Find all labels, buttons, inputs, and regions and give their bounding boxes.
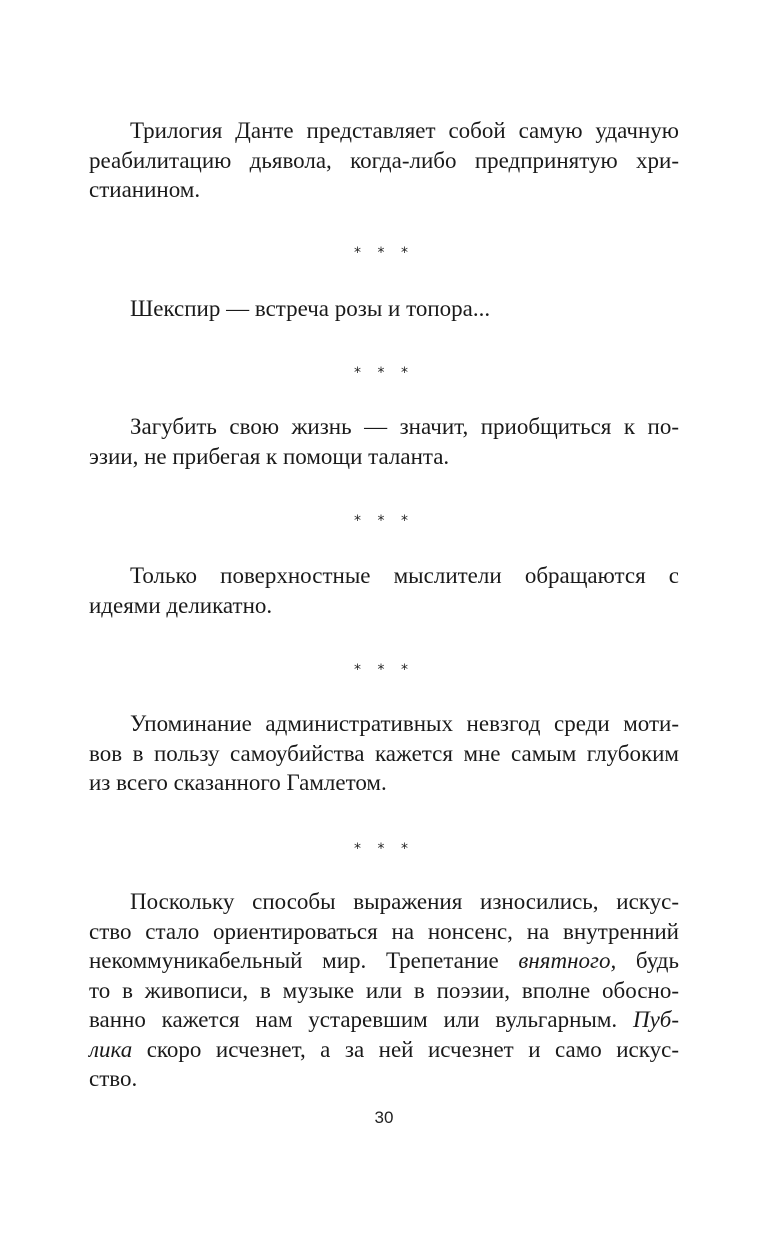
- italic-text-run: лика: [89, 1036, 133, 1062]
- section-separator: * * *: [354, 245, 414, 261]
- paragraph-line: [89, 1005, 679, 1035]
- paragraph-line: реабилитацию дьявола, когда-либо предпринятую хри-: [89, 147, 679, 173]
- paragraph-4: [89, 561, 679, 620]
- paragraph-line: эзии, не прибегая к помощи таланта.: [89, 443, 450, 469]
- paragraph-line: стианином.: [89, 177, 201, 202]
- paragraph-line: Шекспир — встреча розы и топора...: [130, 296, 491, 321]
- page-number: 30: [374, 1108, 394, 1127]
- paragraph-1: [89, 116, 679, 205]
- paragraph-6: [89, 887, 679, 1094]
- text-run: ванно кажется нам устаревшим или вульгарным.: [89, 1007, 633, 1032]
- italic-text-run: внятного,: [518, 948, 617, 973]
- paragraph-line: то в живописи, в музыке или в поэзии, вполне обосно-: [89, 977, 679, 1003]
- paragraph-line: Загубить свою жизнь — значит, приобщиться к по-: [130, 414, 679, 439]
- italic-text-run: Пуб-: [632, 1007, 679, 1032]
- paragraph-line: [89, 1035, 679, 1065]
- section-separator: * * *: [354, 662, 414, 678]
- paragraph-line: ство.: [89, 1066, 138, 1091]
- paragraph-3: [89, 412, 679, 471]
- paragraph-line: идеями деликатно.: [89, 592, 273, 618]
- paragraph-line: Трилогия Данте представляет собой самую удачную: [130, 118, 679, 143]
- paragraph-line: [89, 946, 679, 976]
- paragraph-line: Упоминание административных невзгод среди моти-: [130, 711, 679, 736]
- paragraph-line: из всего сказанного Гамлетом.: [89, 770, 387, 795]
- text-run: будь: [616, 948, 679, 973]
- paragraph-2: [89, 294, 679, 324]
- paragraph-5: [89, 709, 679, 798]
- section-separator: * * *: [354, 513, 414, 529]
- paragraph-line: вов в пользу самоубийства кажется мне самым глубоким: [89, 740, 679, 766]
- paragraph-line: Только поверхностные мыслители обращаются с: [130, 563, 679, 588]
- paragraph-line: Поскольку способы выражения износились, искус-: [130, 889, 679, 914]
- section-separator: * * *: [354, 365, 414, 381]
- text-run: скоро исчезнет, а за ней исчезнет и само искус-: [132, 1036, 679, 1062]
- text-run: некоммуникабельный мир. Трепетание: [89, 948, 519, 973]
- section-separator: * * *: [354, 841, 414, 857]
- paragraph-line: ство стало ориентироваться на нонсенс, на внутренний: [89, 918, 679, 944]
